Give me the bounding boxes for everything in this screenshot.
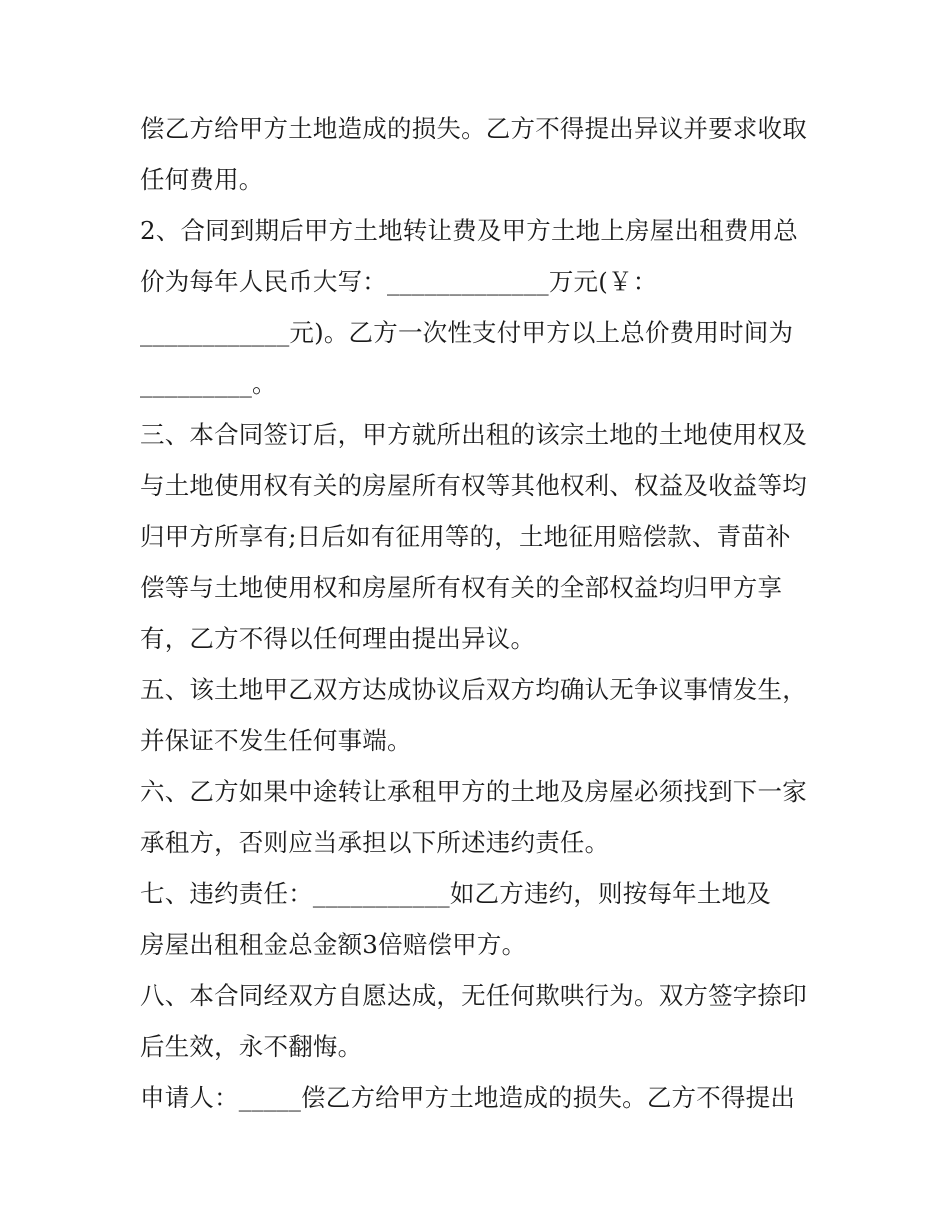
- text-line: _________。: [140, 369, 277, 398]
- text-line: 三、本合同签订后，甲方就所出租的该宗土地的土地使用权及: [140, 420, 807, 449]
- text-line: 后生效，永不翻悔。: [140, 1032, 363, 1061]
- text-line: 五、该土地甲乙双方达成协议后双方均确认无争议事情发生，: [140, 675, 807, 704]
- text-line: 归甲方所享有;日后如有征用等的，土地征用赔偿款、青苗补: [140, 522, 791, 551]
- text-line: 八、本合同经双方自愿达成，无任何欺哄行为。双方签字捺印: [140, 981, 807, 1010]
- text-line: ____________元)。乙方一次性支付甲方以上总价费用时间为: [140, 318, 794, 347]
- text-line: 与土地使用权有关的房屋所有权等其他权利、权益及收益等均: [140, 471, 807, 500]
- text-line: 七、违约责任：___________如乙方违约，则按每年土地及: [140, 879, 771, 908]
- text-line: 申请人：_____偿乙方给甲方土地造成的损失。乙方不得提出: [140, 1083, 796, 1112]
- text-line: 任何费用。: [140, 165, 264, 194]
- text-line: 承租方，否则应当承担以下所述违约责任。: [140, 828, 610, 857]
- text-line: 房屋出租租金总金额3倍赔偿甲方。: [140, 930, 527, 959]
- text-line: 偿乙方给甲方土地造成的损失。乙方不得提出异议并要求收取: [140, 114, 807, 143]
- text-line: 价为每年人民币大写：_____________万元(￥：: [140, 267, 658, 296]
- text-line: 2、合同到期后甲方土地转让费及甲方土地上房屋出租费用总: [140, 216, 798, 245]
- text-line: 有，乙方不得以任何理由提出异议。: [140, 624, 536, 653]
- text-line: 六、乙方如果中途转让承租甲方的土地及房屋必须找到下一家: [140, 777, 807, 806]
- document-body: [140, 103, 830, 1123]
- text-line: 偿等与土地使用权和房屋所有权有关的全部权益均归甲方享: [140, 573, 783, 602]
- text-line: 并保证不发生任何事端。: [140, 726, 412, 755]
